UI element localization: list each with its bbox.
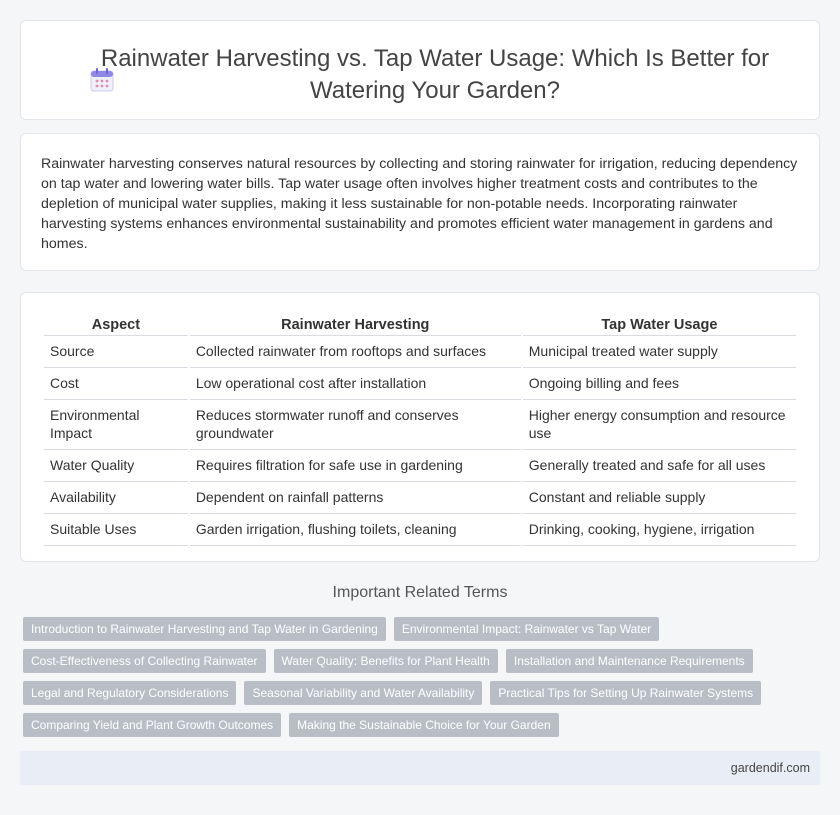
site-link[interactable]: gardendif.com	[730, 761, 810, 775]
related-term-tag[interactable]: Environmental Impact: Rainwater vs Tap Water	[394, 617, 659, 641]
row-rainwater: Reduces stormwater runoff and conserves groundwater	[190, 400, 521, 450]
row-tap-water: Constant and reliable supply	[523, 482, 796, 514]
related-term-tag[interactable]: Cost-Effectiveness of Collecting Rainwater	[23, 649, 266, 673]
table-row	[44, 368, 796, 400]
related-term-tag[interactable]: Seasonal Variability and Water Availability	[244, 681, 482, 705]
related-term-tag[interactable]: Making the Sustainable Choice for Your Garden	[289, 713, 559, 737]
table-row	[44, 400, 796, 450]
table-row	[44, 482, 796, 514]
table-header-row	[44, 313, 796, 336]
related-term-tag[interactable]: Legal and Regulatory Considerations	[23, 681, 236, 705]
row-aspect: Water Quality	[44, 450, 188, 482]
table-row	[44, 514, 796, 546]
table-row	[44, 450, 796, 482]
footer	[20, 751, 820, 785]
row-aspect: Environmental Impact	[44, 400, 188, 450]
row-tap-water: Higher energy consumption and resource use	[523, 400, 796, 450]
related-term-tag[interactable]: Water Quality: Benefits for Plant Health	[274, 649, 498, 673]
row-rainwater: Dependent on rainfall patterns	[190, 482, 521, 514]
header-rainwater: Rainwater Harvesting	[190, 313, 521, 336]
comparison-table	[42, 313, 798, 546]
header-aspect: Aspect	[44, 313, 188, 336]
related-terms-list	[23, 617, 817, 737]
header-card	[20, 20, 820, 120]
related-terms-heading: Important Related Terms	[332, 584, 508, 601]
related-term-tag[interactable]: Comparing Yield and Plant Growth Outcomes	[23, 713, 281, 737]
table-row	[44, 336, 796, 368]
related-term-tag[interactable]: Practical Tips for Setting Up Rainwater Systems	[490, 681, 761, 705]
row-aspect: Cost	[44, 368, 188, 400]
row-aspect: Availability	[44, 482, 188, 514]
row-tap-water: Generally treated and safe for all uses	[523, 450, 796, 482]
intro-card	[20, 133, 820, 271]
row-tap-water: Ongoing billing and fees	[523, 368, 796, 400]
intro-paragraph: Rainwater harvesting conserves natural resources by collecting and storing rainwater for irrigation, reducing dependency on tap water and lowering water bills. Tap water usage often involves higher treatment costs and contributes to the depletion of municipal water supplies, making it less sustainable for non-potable needs. Incorporating rainwater harvesting systems enhances environmental sustainability and promotes efficient water management in gardens and homes.	[41, 156, 798, 252]
row-aspect: Suitable Uses	[44, 514, 188, 546]
row-rainwater: Requires filtration for safe use in gardening	[190, 450, 521, 482]
row-rainwater: Low operational cost after installation	[190, 368, 521, 400]
row-tap-water: Municipal treated water supply	[523, 336, 796, 368]
related-term-tag[interactable]: Introduction to Rainwater Harvesting and Tap Water in Gardening	[23, 617, 386, 641]
header-tap-water: Tap Water Usage	[523, 313, 796, 336]
row-rainwater: Collected rainwater from rooftops and surfaces	[190, 336, 521, 368]
row-rainwater: Garden irrigation, flushing toilets, cleaning	[190, 514, 521, 546]
row-tap-water: Drinking, cooking, hygiene, irrigation	[523, 514, 796, 546]
comparison-card	[20, 292, 820, 562]
page-title: Rainwater Harvesting vs. Tap Water Usage: Which Is Better for Watering Your Garden?	[100, 45, 770, 104]
row-aspect: Source	[44, 336, 188, 368]
related-term-tag[interactable]: Installation and Maintenance Requirements	[506, 649, 753, 673]
